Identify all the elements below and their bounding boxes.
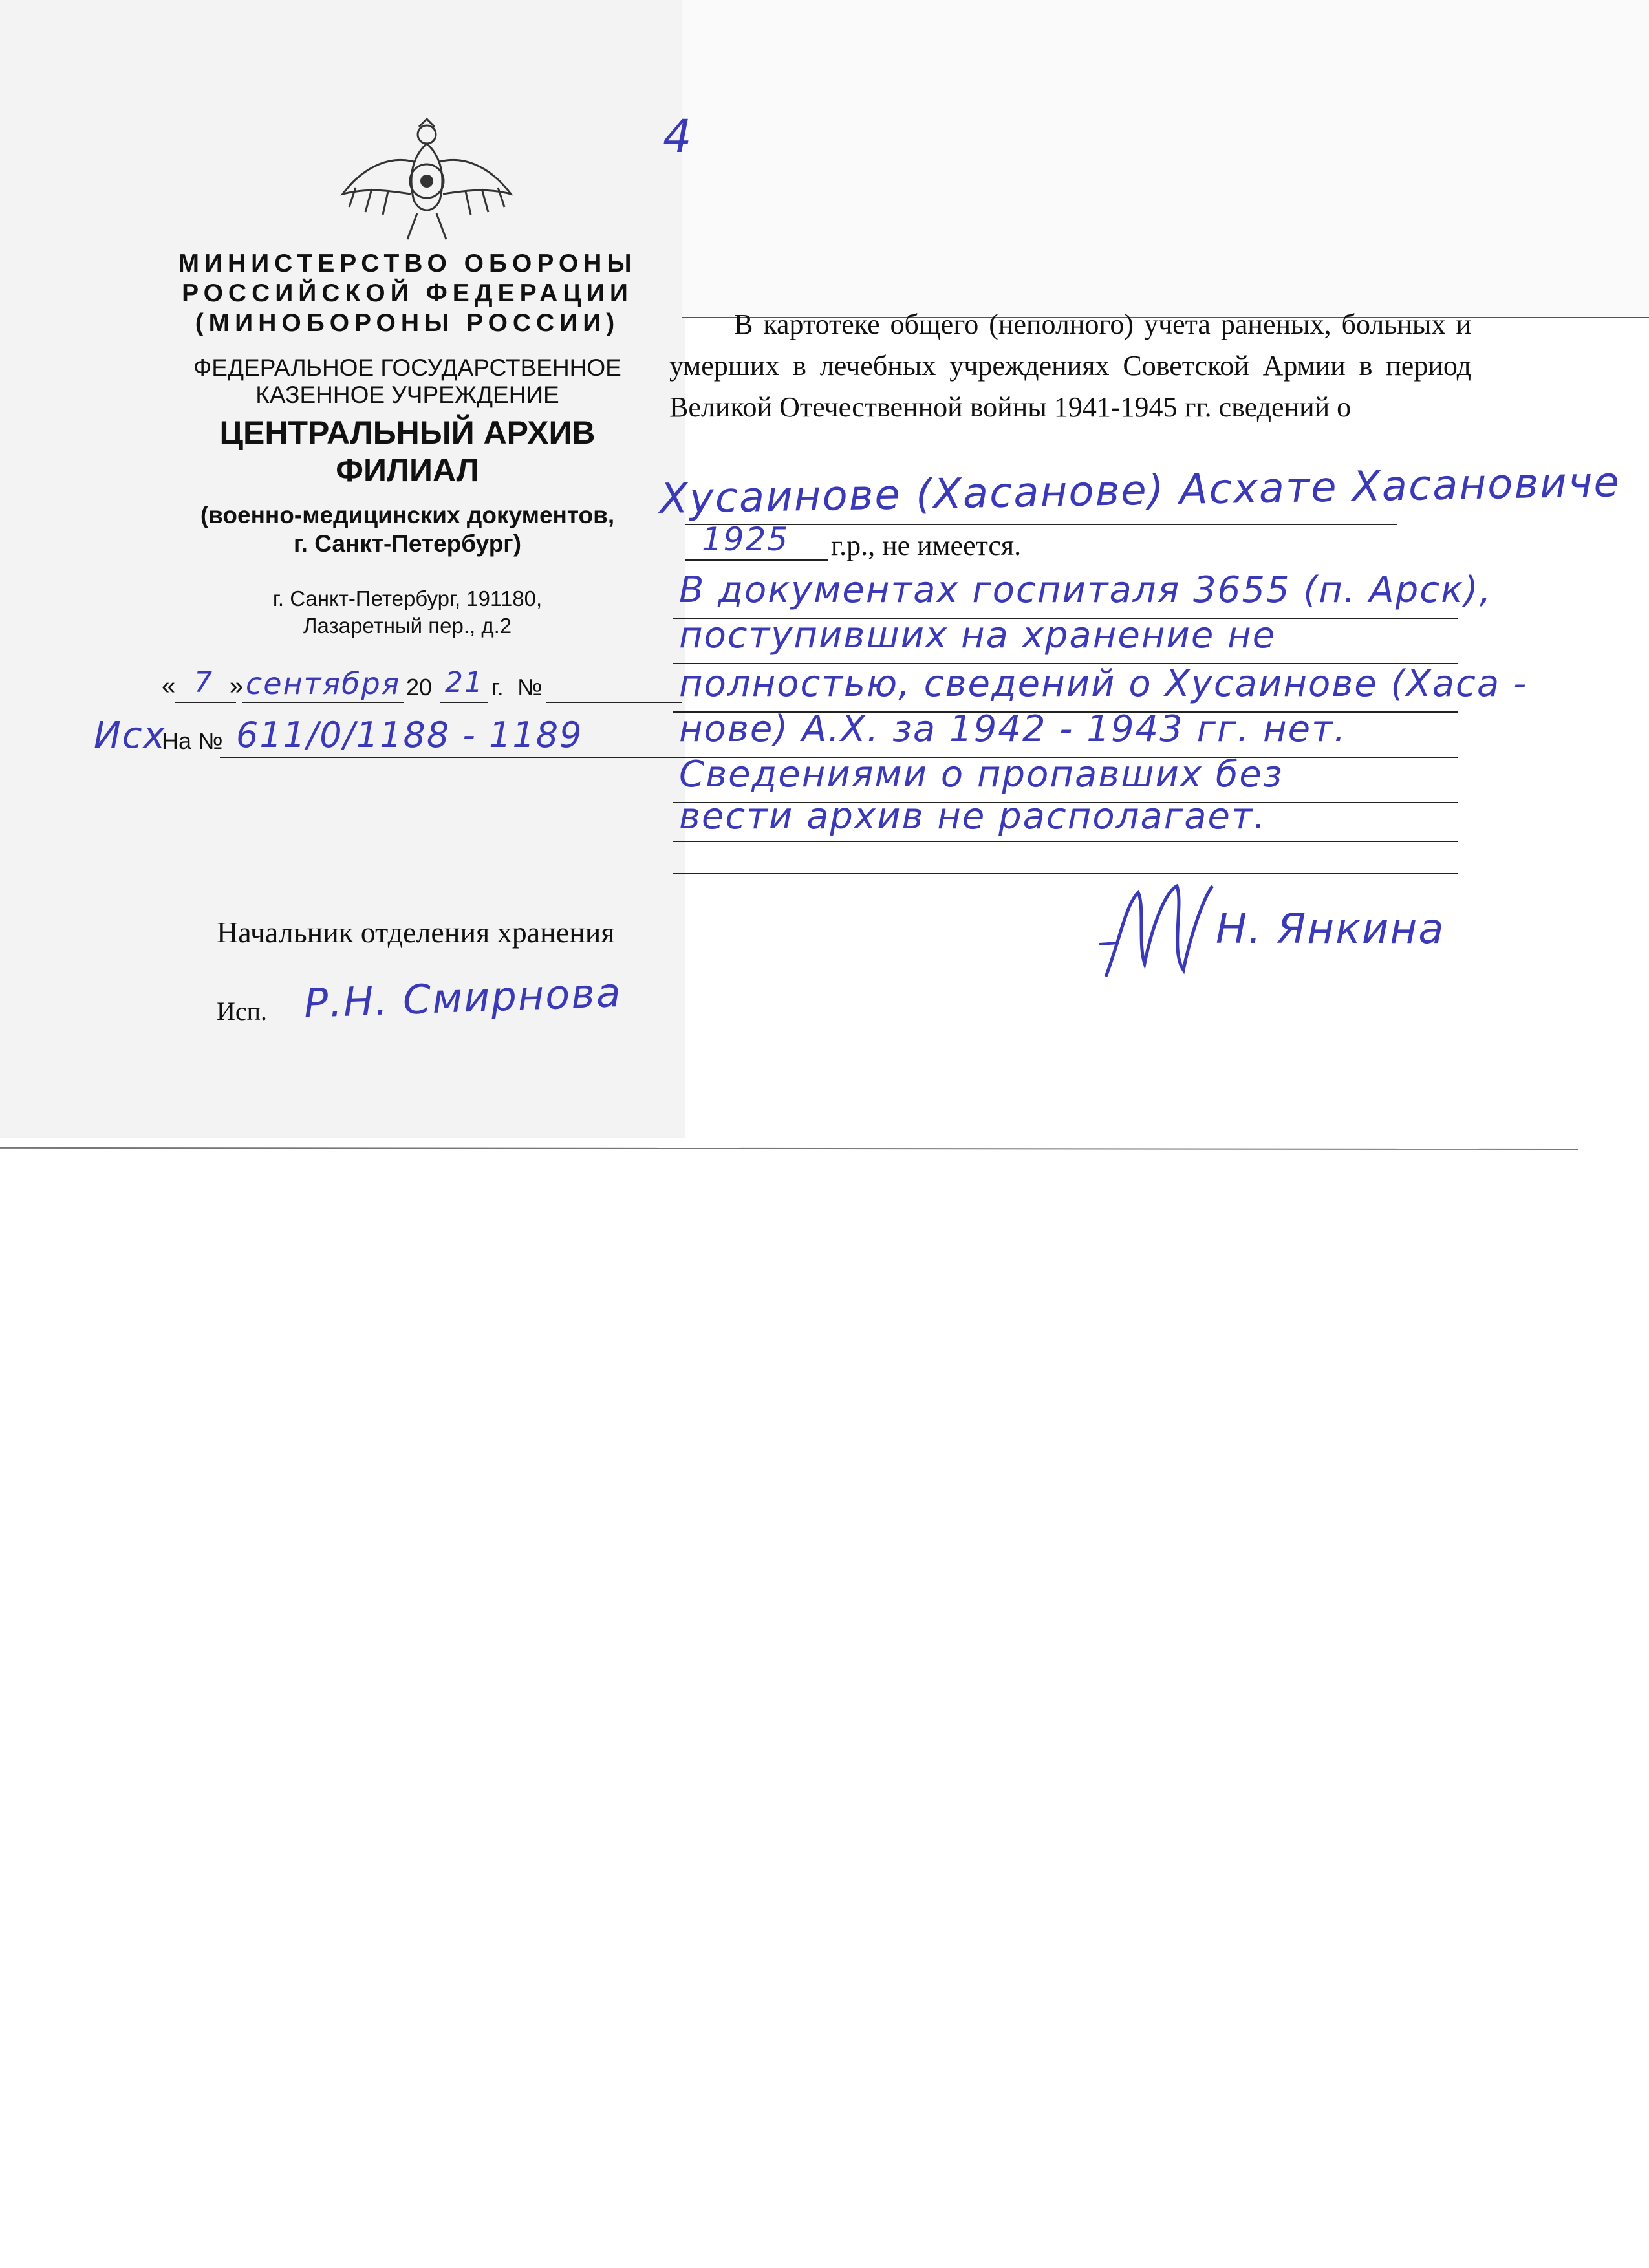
year-underline	[440, 702, 488, 703]
address-line-1: г. Санкт-Петербург, 191180,	[272, 587, 543, 610]
birth-year-underline	[685, 559, 828, 561]
number-underline	[546, 702, 682, 703]
ministry-line: МИНИСТЕРСТВО ОБОРОНЫ	[178, 250, 637, 277]
year-suffix: 21	[445, 666, 484, 699]
institution-line-2: КАЗЕННОЕ УЧРЕЖДЕНИЕ	[255, 382, 559, 408]
archive-name: ЦЕНТРАЛЬНЫЙ АРХИВ	[219, 415, 596, 451]
note-line-6: вести архив не располагает.	[679, 795, 1267, 837]
date-close-quote: »	[230, 673, 244, 700]
outgoing-handwritten-prefix: Исх	[94, 715, 166, 757]
note-line-2: поступивших на хранение не	[679, 614, 1277, 656]
note-underline-6	[673, 841, 1458, 842]
institution-header	[149, 354, 666, 409]
chief-position: Начальник отделения хранения	[217, 916, 615, 949]
corner-handwritten-mark: 4	[663, 110, 693, 163]
ministry-abbr: (МИНОБОРОНЫ РОССИИ)	[195, 309, 620, 337]
body-paragraph: В картотеке общего (неполного) учета раненых, больных и умерших в лечебных учреждениях Советской Армии в период Великой Отечественной войны 1941-1945 гг. сведений о	[669, 308, 1471, 423]
date-day: 7	[194, 666, 213, 699]
executor-label: Исп.	[217, 997, 268, 1026]
address-line-2: Лазаретный пер., д.2	[303, 614, 512, 638]
year-unit: г.	[491, 674, 504, 700]
address-block	[149, 585, 666, 640]
archive-header	[149, 414, 666, 489]
attached-paper-strip	[682, 0, 1649, 318]
double-headed-eagle-emblem	[336, 116, 517, 246]
chief-signature-scribble	[1093, 867, 1222, 996]
month-underline	[242, 702, 404, 703]
branch-city: г. Санкт-Петербург)	[293, 530, 522, 557]
branch-name: ФИЛИАЛ	[336, 452, 479, 488]
day-underline	[175, 702, 236, 703]
branch-description	[149, 501, 666, 558]
ministry-header	[149, 249, 666, 338]
year-prefix: 20	[406, 674, 433, 700]
reference-label: На №	[162, 728, 223, 754]
executor-name: Р.Н. Смирнова	[303, 968, 623, 1027]
federation-line: РОССИЙСКОЙ ФЕДЕРАЦИИ	[182, 279, 633, 307]
chief-signature-name: Н. Янкина	[1216, 905, 1445, 953]
note-line-4: нове) А.Х. за 1942 - 1943 гг. нет.	[679, 708, 1347, 750]
note-line-5: Сведениями о пропавших без	[679, 753, 1284, 795]
institution-line-1: ФЕДЕРАЛЬНОЕ ГОСУДАРСТВЕННОЕ	[193, 354, 621, 381]
date-month: сентября	[246, 666, 401, 701]
note-line-1: В документах госпиталя 3655 (п. Арск),	[679, 569, 1493, 611]
birth-year: 1925	[702, 521, 790, 558]
reference-underline	[220, 757, 682, 758]
name-underline	[685, 524, 1397, 525]
note-underline-7	[673, 873, 1458, 874]
paper-edge-line	[0, 1147, 1578, 1150]
branch-desc-line: (военно-медицинских документов,	[200, 502, 615, 528]
number-label: №	[517, 674, 543, 700]
person-name: Хусаинове (Хасанове) Асхате Хасановиче	[659, 459, 1621, 523]
birth-suffix: г.р., не имеется.	[831, 530, 1022, 561]
reference-number: 611/0/1188 - 1189	[236, 715, 583, 755]
note-line-3: полностью, сведений о Хусаинове (Хаса -	[679, 663, 1528, 705]
date-open-quote: «	[162, 673, 176, 700]
